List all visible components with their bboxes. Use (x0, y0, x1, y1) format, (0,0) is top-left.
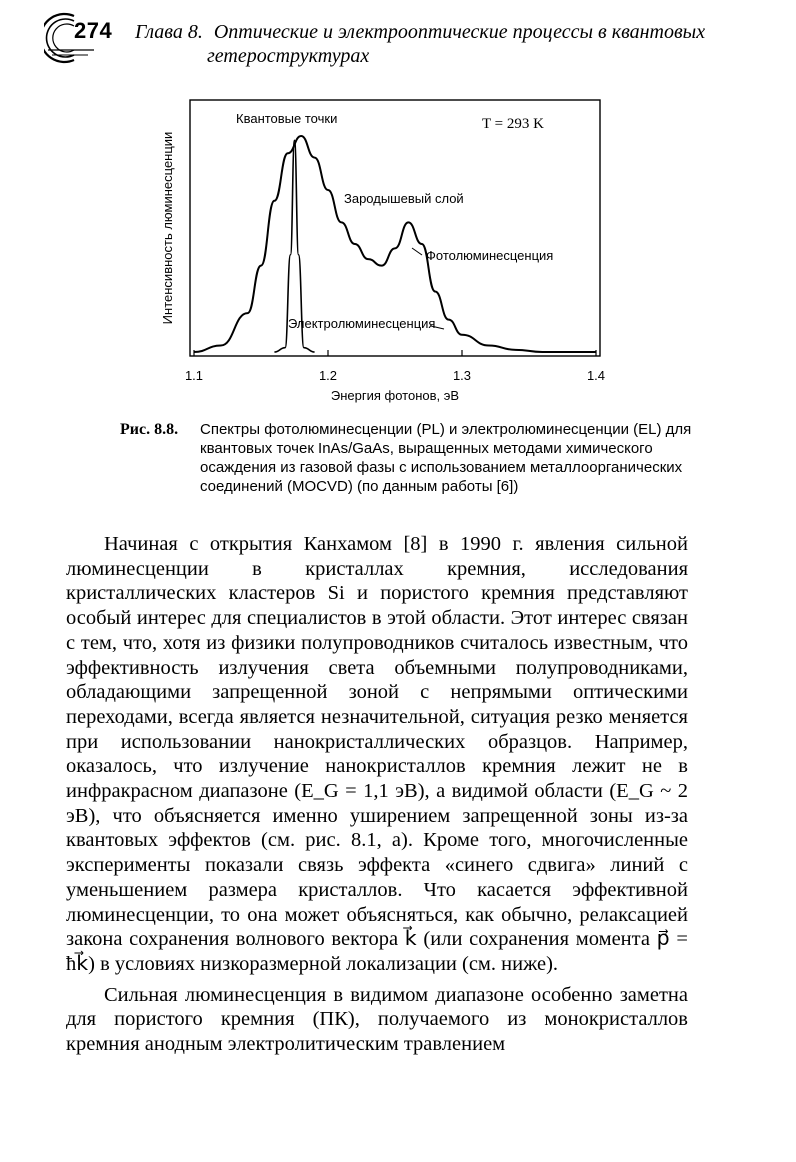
paragraph-1: Начиная с открытия Канхамом [8] в 1990 г. явления сильной люминесценции в кристаллах кремния, исследования кристаллических кластеров Si и пористого кремния представляют особый интерес для специалистов в этой области. Этот интерес связан с тем, что, хотя из физики полупроводников считалось известным, что эффективность излучения света объемными полупроводниками, обладающими запрещенной зоной с непрямыми оптическими переходами, всегда является незначительной, ситуация резко меняется при использовании нанокристаллических образцов. Например, оказалось, что излучение нанокристаллов кремния лежит не в инфракрасном диапазоне (E_G = 1,1 эВ), а видимой области (E_G ~ 2 эВ), что объясняется именно уширением запрещенной зоны из-за квантовых эффектов (см. рис. 8.1, а). Кроме того, многочисленные эксперименты показали связь эффекта «синего сдвига» линий с уменьшением размера кристаллов. Что касается эффективной люминесценции, то она может объясняться, как обычно, релаксацией закона сохранения волнового вектора k⃗ (или сохранения момента p⃗ = ħk⃗) в условиях низкоразмерной локализации (см. ниже). (66, 533, 688, 975)
y-axis-label: Интенсивность люминесценции (160, 131, 175, 325)
caption-label: Рис. 8.8. (120, 421, 179, 438)
x-tick-label: 1.3 (452, 368, 472, 383)
chart-svg (150, 80, 620, 410)
paragraph-2: Сильная люминесценция в видимом диапазоне особенно заметна для пористого кремния (ПК), получаемого из монокристаллов кремния анодным электролитическим травлением (66, 983, 688, 1056)
figure-pl-el-spectra (150, 80, 620, 410)
page-number: 274 (74, 18, 113, 43)
running-head-title-line1: Оптические и электрооптические процессы в квантовых (213, 21, 706, 43)
running-head-chapter: Глава 8. (135, 21, 203, 43)
running-head (135, 20, 725, 68)
x-axis-label: Энергия фотонов, эВ (330, 388, 460, 403)
x-tick-label: 1.2 (318, 368, 338, 383)
caption-text: Спектры фотолюминесценции (PL) и электролюминесценции (EL) для квантовых точек InAs/GaAs, выращенных методами химического осаждения из газовой фазы с использованием металлоорганических соединений (MOCVD) (по данным работы [6]) (200, 421, 692, 495)
electroluminescence-label: Электролюминесценция (288, 316, 436, 331)
pl-label-leader (412, 248, 422, 255)
running-head-title-line2: гетероструктурах (207, 45, 370, 67)
x-tick-label: 1.1 (184, 368, 204, 383)
body-text (66, 532, 688, 1057)
temperature-label: T = 293 K (482, 116, 544, 132)
figure-caption (120, 420, 700, 496)
wetting-layer-label: Зародышевый слой (344, 191, 464, 206)
quantum-dots-label: Квантовые точки (236, 111, 338, 126)
photoluminescence-label: Фотолюминесценция (426, 248, 554, 263)
x-tick-label: 1.4 (586, 368, 606, 383)
